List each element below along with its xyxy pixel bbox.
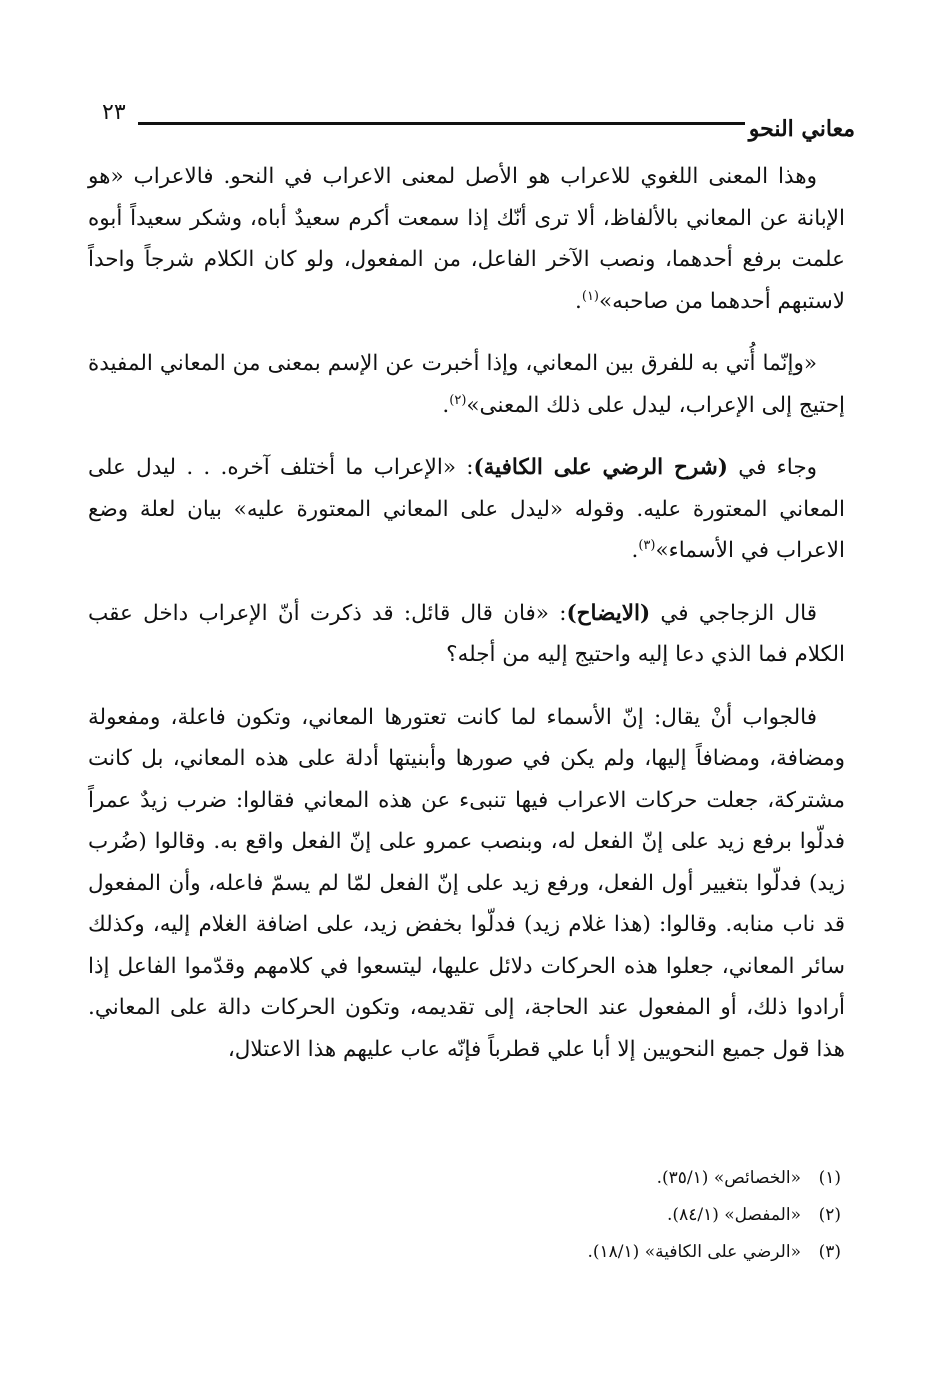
paragraph-1: وهذا المعنى اللغوي للاعراب هو الأصل لمعنى الاعراب في النحو. فالاعراب «هو الإبانة عن المعاني بالألفاظ، ألا ترى أنّك إذا سمعت أكرم سعيدٌ أباه، وشكر سعيداً أبوه علمت برفع أحدهما، ونصب الآخر الفاعل، من المفعول، ولو كان الكلام شرجاً واحداً لاستبهم أحدهما من صاحبه»$^{(١)}$. [88, 164, 845, 314]
footnote-text: «المفصل» (٨٤/١). [667, 1205, 801, 1225]
paragraph-1-text: وهذا المعنى اللغوي للاعراب هو الأصل لمعنى الاعراب في النحو. فالاعراب «هو الإبانة عن المعاني بالألفاظ، ألا ترى أنّك إذا سمعت أكرم سعيدٌ أباه، وشكر سعيداً أبوه علمت برفع أحدهما، ونصب الآخر الفاعل، من المفعول، ولو كان الكلام شرجاً واحداً لاستبهم أحدهما من صاحبه» [88, 164, 845, 314]
footnote-2 [400, 1197, 841, 1234]
paragraph-4-text-b: : «فان قال قائل: قد ذكرت أنّ الإعراب داخل عقب الكلام فما الذي دعا إليه واحتيج إليه من أجله؟ [88, 600, 845, 667]
book-title-al-idah: (الايضاح) [566, 600, 651, 626]
footnotes [400, 1160, 841, 1271]
paragraph-2: «وإنّما أُتي به للفرق بين المعاني، وإذا أخبرت عن الإسم بمعنى من المعاني المفيدة إحتيج إلى الإعراب، ليدل على ذلك المعنى»$^{(٢)}$. [88, 351, 845, 418]
footnote-text: «الخصائص» (٣٥/١). [656, 1168, 801, 1188]
paragraph-3-text-a: وجاء في [727, 455, 818, 480]
running-title: معاني النحو [748, 116, 855, 142]
footnote-ref-3: (٣) [638, 537, 656, 553]
paragraph-4-text-a: قال الزجاجي في [650, 600, 817, 626]
footnote-1 [400, 1160, 841, 1197]
footnote-ref-1: (١) [581, 288, 599, 304]
paragraph-5-text: فالجواب أنْ يقال: إنّ الأسماء لما كانت تعتورها المعاني، وتكون فاعلة، ومفعولة ومضافة، ومضافاً إليها، ولم يكن في صورها وأبنيتها أدلة على هذه المعاني، بل كانت مشتركة، جعلت حركات الاعراب فيها تنبىء عن هذه المعاني فقالوا: ضرب زيدٌ عمراً فدلّوا برفع زيد على إنّ الفعل له، وبنصب عمرو على إنّ الفعل واقع به. وقالوا (ضُرب زيد) فدلّوا بتغيير أول الفعل، ورفع زيد على إنّ الفعل لمّا لم يسمّ فاعله، وأن المفعول قد ناب منابه. وقالوا: (هذا غلام زيد) فدلّوا بخفض زيد، على اضافة الغلام إليه، وكذلك سائر المعاني، جعلوا هذه الحركات دلائل عليها، ليتسعوا في كلامهم وقدّموا الفاعل إذا أرادوا ذلك، أو المفعول عند الحاجة، إلى تقديمه، وتكون الحركات دالة على المعاني. هذا قول جميع النحويين إلا أبا علي قطرباً فإنّه عاب عليهم هذا الاعتلال، [88, 704, 845, 1062]
paragraph-5 [88, 697, 845, 1071]
paragraph-2-text: «وإنّما أُتي به للفرق بين المعاني، وإذا أخبرت عن الإسم بمعنى من المعاني المفيدة إحتيج إلى الإعراب، ليدل على ذلك المعنى» [88, 351, 845, 418]
footnote-text: «الرضي على الكافية» (١٨/١). [587, 1242, 801, 1262]
header-rule [138, 122, 745, 125]
body-text [88, 156, 845, 1091]
footnote-number: (٣) [818, 1242, 841, 1262]
page-header [80, 92, 855, 152]
paragraph-3-text-b: : «الإعراب ما أختلف آخره. . . ليدل على المعاني المعتورة عليه. وقوله «ليدل على المعاني المعتورة عليه» بيان لعلة وضع الاعراب في الأسماء» [88, 455, 845, 563]
footnote-3 [400, 1234, 841, 1271]
paragraph-3: وجاء في (شرح الرضي على الكافية): «الإعراب ما أختلف آخره. . . ليدل على المعاني المعتورة عليه. وقوله «ليدل على المعاني المعتورة عليه» بيان لعلة وضع الاعراب في الأسماء»$^{(٣)}$. [88, 455, 845, 563]
paragraph-4 [88, 593, 845, 676]
book-title-sharh-al-radi: (شرح الرضي على الكافية) [473, 455, 728, 480]
footnote-number: (٢) [818, 1205, 841, 1225]
page-number: ٢٣ [102, 100, 126, 125]
footnote-ref-2: (٢) [449, 392, 467, 408]
footnote-number: (١) [818, 1168, 841, 1188]
